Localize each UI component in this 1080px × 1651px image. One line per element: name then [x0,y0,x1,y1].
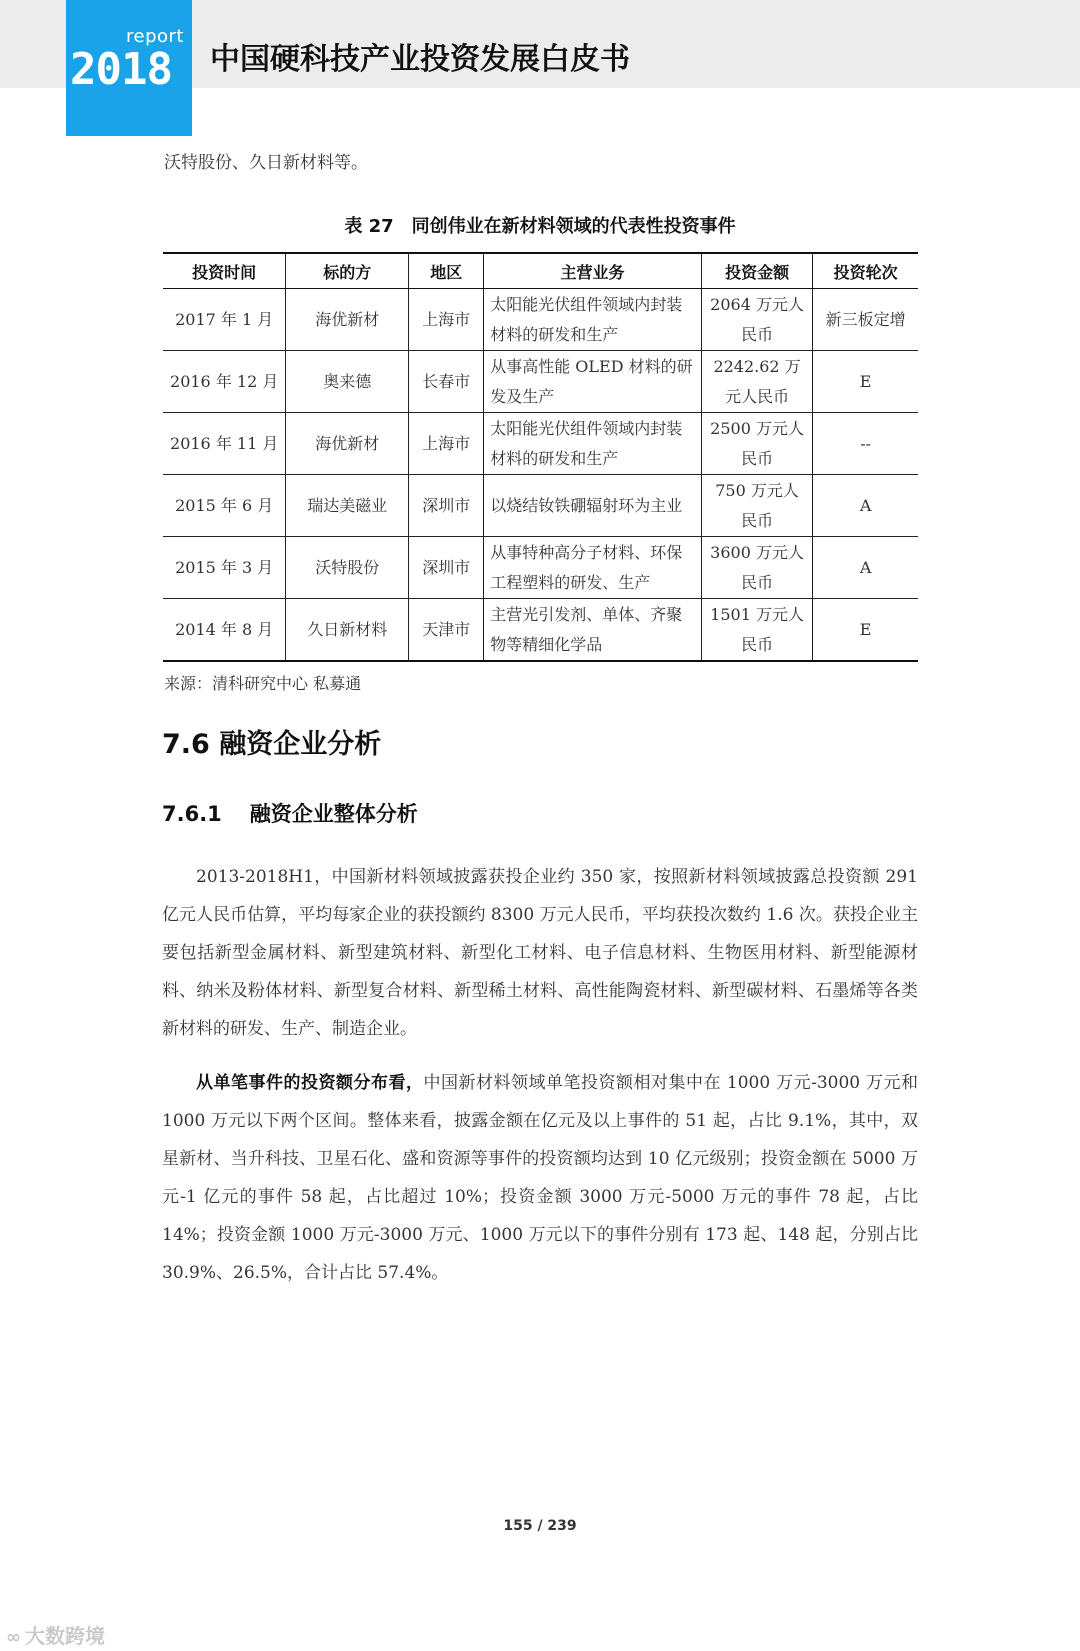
cell-date: 2016 年 11 月 [163,413,286,475]
cell-region: 深圳市 [409,537,484,599]
cell-business: 太阳能光伏组件领域内封装材料的研发和生产 [484,289,702,351]
column-header: 主营业务 [484,253,702,289]
body-paragraph [162,1064,918,1292]
column-header: 投资金额 [701,253,812,289]
subsection-heading [162,798,418,828]
cell-business: 从事高性能 OLED 材料的研发及生产 [484,351,702,413]
page-number: 155 / 239 [503,1518,577,1534]
cell-business: 从事特种高分子材料、环保工程塑料的研发、生产 [484,537,702,599]
cell-date: 2017 年 1 月 [163,289,286,351]
watermark-text: 大数跨境 [25,1624,105,1648]
cell-amount: 1501 万元人民币 [701,599,812,662]
logo-report-text: report [126,26,184,47]
cell-date: 2016 年 12 月 [163,351,286,413]
cell-business: 以烧结钕铁硼辐射环为主业 [484,475,702,537]
table-row [163,537,918,599]
table-row [163,475,918,537]
watermark-logo-icon: ∞ [6,1627,21,1648]
cell-amount: 3600 万元人民币 [701,537,812,599]
cell-region: 上海市 [409,289,484,351]
cell-company: 海优新材 [286,289,409,351]
watermark [6,1620,105,1649]
table-header-row [163,253,918,289]
cell-date: 2015 年 3 月 [163,537,286,599]
cell-round: E [813,599,918,662]
cell-company: 沃特股份 [286,537,409,599]
cell-company: 奥来德 [286,351,409,413]
table-row [163,599,918,662]
cell-round: 新三板定增 [813,289,918,351]
cell-round: -- [813,413,918,475]
cell-business: 太阳能光伏组件领域内封装材料的研发和生产 [484,413,702,475]
cell-round: A [813,537,918,599]
section-heading: 7.6 融资企业分析 [162,729,382,760]
cell-round: A [813,475,918,537]
cell-date: 2015 年 6 月 [163,475,286,537]
column-header: 地区 [409,253,484,289]
continued-text: 沃特股份、久日新材料等。 [164,153,368,173]
table-row [163,289,918,351]
cell-region: 深圳市 [409,475,484,537]
table-caption: 表 27 同创伟业在新材料领域的代表性投资事件 [344,216,736,237]
cell-region: 天津市 [409,599,484,662]
cell-company: 久日新材料 [286,599,409,662]
cell-region: 长春市 [409,351,484,413]
body-paragraph: 2013-2018H1，中国新材料领域披露获投企业约 350 家，按照新材料领域披露总投资额 291 亿元人民币估算，平均每家企业的获投额约 8300 万元人民币，平均获投次数约 1.6 次。获投企业主要包括新型金属材料、新型建筑材料、新型化工材料、电子信息材料、生物医用材料、新型能源材料、纳米及粉体材料、新型复合材料、新型稀土材料、高性能陶瓷材料、新型碳材料、石墨烯等各类新材料的研发、生产、制造企业。 [162,867,918,1039]
document-title: 中国硬科技产业投资发展白皮书 [210,42,630,77]
table-row [163,351,918,413]
cell-amount: 2500 万元人民币 [701,413,812,475]
table-source: 来源：清科研究中心 私募通 [164,674,362,693]
table-row [163,413,918,475]
investment-table [163,252,918,662]
paragraph-lead: 从单笔事件的投资额分布看， [196,1073,424,1093]
cell-amount: 750 万元人民币 [701,475,812,537]
paragraph-body: 中国新材料领域单笔投资额相对集中在 1000 万元-3000 万元和 1000 万元以下两个区间。整体来看，披露金额在亿元及以上事件的 51 起，占比 9.1%，其中，双星新材、当升科技、卫星石化、盛和资源等事件的投资额均达到 10 亿元级别；投资金额在 5000 万元-1 亿元的事件 58 起，占比超过 10%；投资金额 3000 万元-5000 万元的事件 78 起，占比 14%；投资金额 1000 万元-3000 万元、1000 万元以下的事件分别有 173 起、148 起，分别占比 30.9%、26.5%，合计占比 57.4%。 [162,1073,919,1283]
column-header: 投资轮次 [813,253,918,289]
logo-year-text: 2018 [70,44,172,95]
cell-business: 主营光引发剂、单体、齐聚物等精细化学品 [484,599,702,662]
cell-amount: 2242.62 万元人民币 [701,351,812,413]
cell-region: 上海市 [409,413,484,475]
cell-amount: 2064 万元人民币 [701,289,812,351]
subsection-number: 7.6.1 [162,802,222,826]
cell-round: E [813,351,918,413]
column-header: 投资时间 [163,253,286,289]
cell-company: 瑞达美磁业 [286,475,409,537]
report-logo [66,0,192,136]
column-header: 标的方 [286,253,409,289]
cell-company: 海优新材 [286,413,409,475]
subsection-title: 融资企业整体分析 [249,802,418,826]
cell-date: 2014 年 8 月 [163,599,286,662]
